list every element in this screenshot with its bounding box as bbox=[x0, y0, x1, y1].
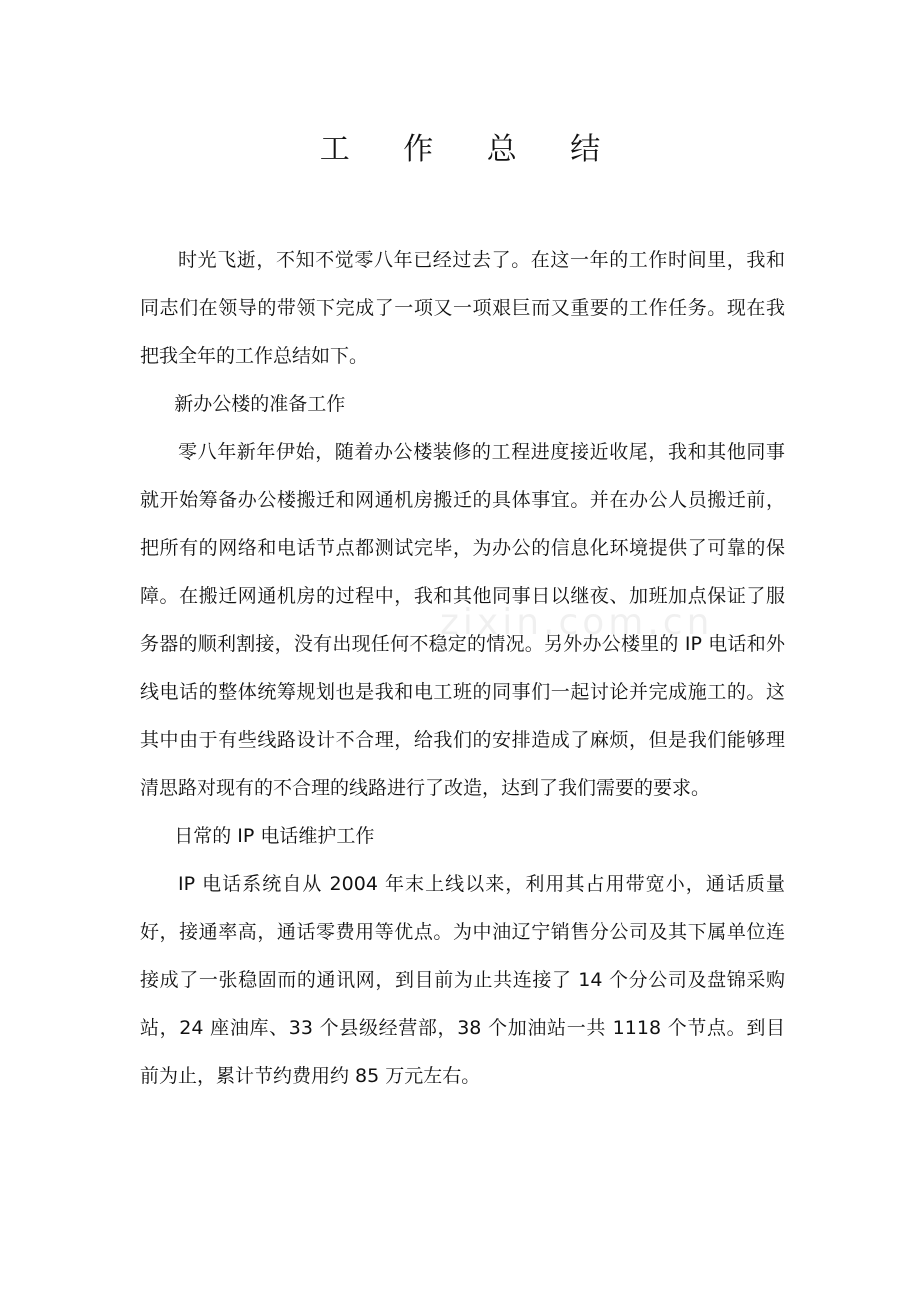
document-body bbox=[140, 236, 785, 1100]
paragraph-new-office: 零八年新年伊始，随着办公楼装修的工程进度接近收尾，我和其他同事就开始筹备办公楼搬迁和网通机房搬迁的具体事宜。并在办公人员搬迁前，把所有的网络和电话节点都测试完毕，为办公的信息化环境提供了可靠的保障。在搬迁网通机房的过程中，我和其他同事日以继夜、加班加点保证了服务器的顺利割接，没有出现任何不稳定的情况。另外办公楼里的 IP 电话和外线电话的整体统筹规划也是我和电工班的同事们一起讨论并完成施工的。这其中由于有些线路设计不合理，给我们的安排造成了麻烦，但是我们能够理清思路对现有的不合理的线路进行了改造，达到了我们需要的要求。 bbox=[140, 441, 785, 799]
paragraph-ip-phone: IP 电话系统自从 2004 年末上线以来，利用其占用带宽小，通话质量好，接通率高，通话零费用等优点。为中油辽宁销售分公司及其下属单位连接成了一张稳固而的通讯网，到目前为止共连接了 14 个分公司及盘锦采购站，24 座油库、33 个县级经营部，38 个加油站一共 1118 个节点。到目前为止，累计节约费用约 85 万元左右。 bbox=[140, 873, 785, 1087]
document-title: 工 作 总 结 bbox=[319, 132, 623, 167]
paragraph-intro: 时光飞逝，不知不觉零八年已经过去了。在这一年的工作时间里，我和同志们在领导的带领下完成了一项又一项艰巨而又重要的工作任务。现在我把我全年的工作总结如下。 bbox=[140, 249, 785, 367]
section-heading-new-office: 新办公楼的准备工作 bbox=[174, 393, 346, 415]
section-heading-ip-phone: 日常的 IP 电话维护工作 bbox=[174, 825, 375, 847]
watermark: zixin.com.cn bbox=[440, 602, 714, 643]
